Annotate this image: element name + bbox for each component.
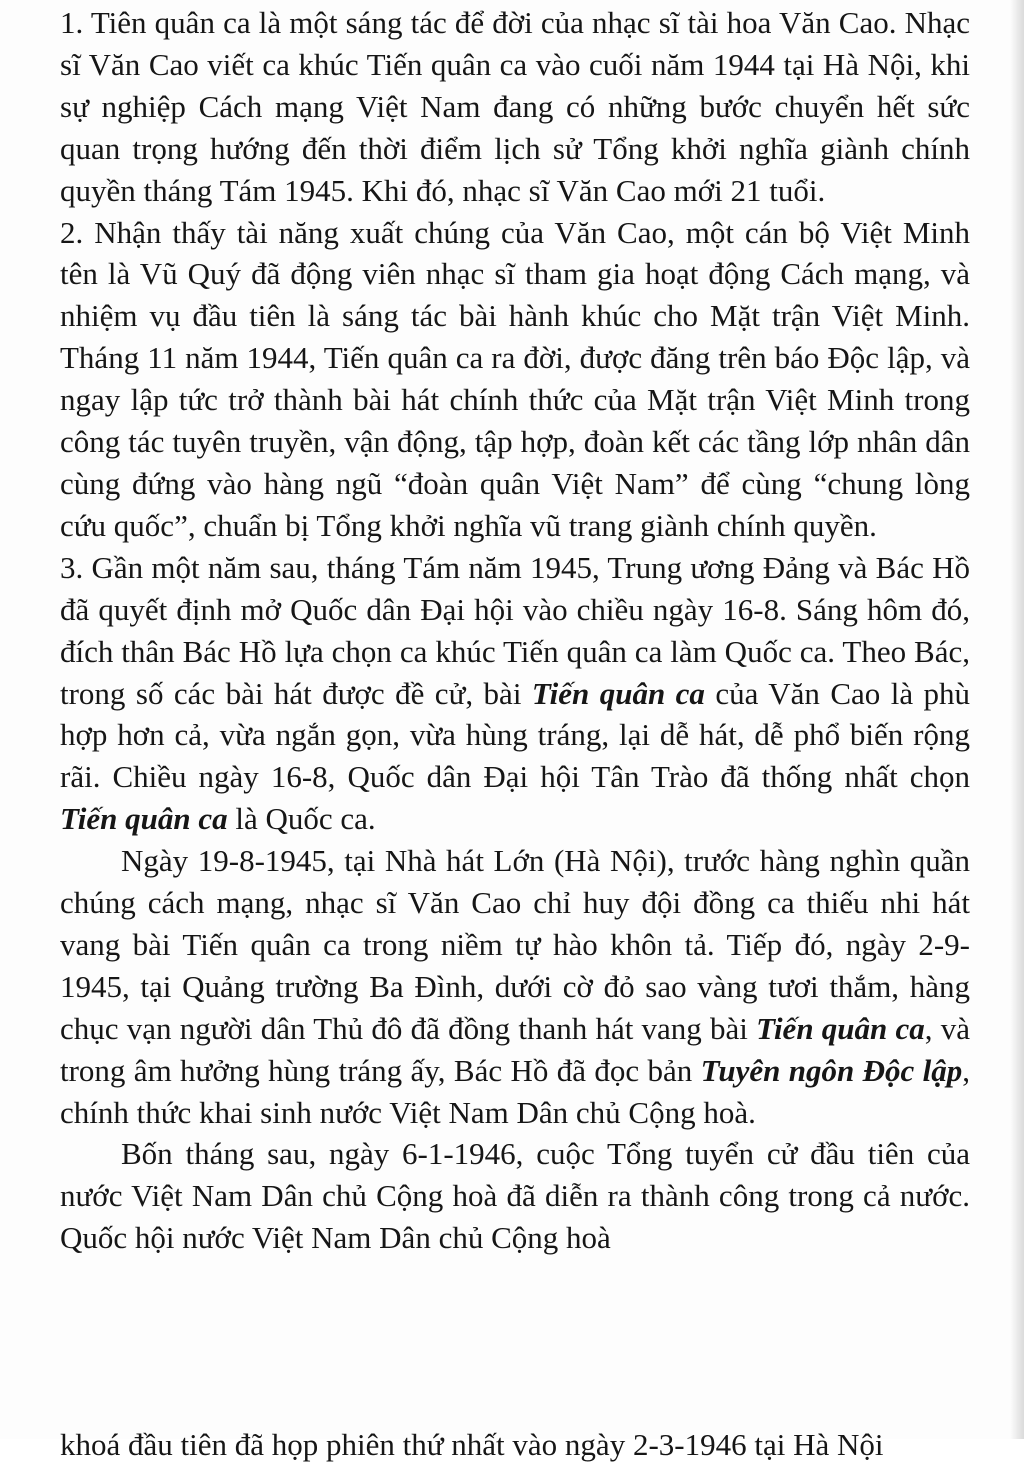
paragraph-3-text-a: 3. Gần một năm sau, tháng Tám năm 1945, Trung ương Đảng và Bác Hồ đã quyết định mở Quốc dân Đại hội vào chiều ngày 16-8. Sáng hôm đó, đích thân Bác Hồ lựa chọn ca khúc Tiến quân ca làm Quốc ca. Theo Bác, trong số các bài hát được đề cử, bài [60, 549, 970, 711]
paragraph-2: 2. Nhận thấy tài năng xuất chúng của Văn Cao, một cán bộ Việt Minh tên là Vũ Quý đã động viên nhạc sĩ tham gia hoạt động Cách mạng, và nhiệm vụ đầu tiên là sáng tác bài hành khúc cho Mặt trận Việt Minh. Tháng 11 năm 1944, Tiến quân ca ra đời, được đăng trên báo Độc lập, và ngay lập tức trở thành bài hát chính thức của Mặt trận Việt Minh trong công tác tuyên truyền, vận động, tập hợp, đoàn kết các tầng lớp nhân dân cùng đứng vào hàng ngũ “đoàn quân Việt Nam” để cùng “chung lòng cứu quốc”, chuẩn bị Tổng khởi nghĩa vũ trang giành chính quyền. [60, 214, 970, 543]
page-edge-shadow [1010, 0, 1024, 1439]
paragraph-3-text-e: là Quốc ca. [227, 801, 376, 837]
paragraph-4-text-a: Ngày 19-8-1945, tại Nhà hát Lớn (Hà Nội), trước hàng nghìn quần chúng cách mạng, nhạc sĩ Văn Cao chỉ huy đội đồng ca thiếu nhi hát vang bài Tiến quân ca trong niềm tự hào khôn tả. Tiếp đó, ngày 2-9-1945, tại Quảng trường Ba Đình, dưới cờ đỏ sao vàng tươi thắm, hàng chục vạn người dân Thủ đô đã đồng thanh hát vang bài [60, 843, 970, 1046]
paragraph-4-text-e: , chính thức khai sinh nước Việt Nam Dân chủ Cộng hoà. [60, 1052, 970, 1130]
paragraph-3-text-c: của Văn Cao là phù hợp hơn cả, vừa ngắn gọn, vừa hùng tráng, lại dễ hát, dễ phổ biến rộng rãi. Chiều ngày 16-8, Quốc dân Đại hội Tân Trào đã thống nhất chọn [60, 675, 971, 795]
song-title-emphasis: Tiến quân ca [756, 1010, 925, 1046]
song-title-emphasis: Tiến quân ca [60, 801, 228, 837]
paragraph-4 [60, 840, 970, 1133]
cutoff-line-text: khoá đầu tiên đã họp phiên thứ nhất vào ngày 2-3-1946 tại Hà Nội [60, 1427, 884, 1462]
paragraph-3 [60, 547, 970, 840]
paragraph-1: 1. Tiên quân ca là một sáng tác để đời của nhạc sĩ tài hoa Văn Cao. Nhạc sĩ Văn Cao viết ca khúc Tiến quân ca vào cuối năm 1944 tại Hà Nội, khi sự nghiệp Cách mạng Việt Nam đang có những bước chuyển hết sức quan trọng hướng đến thời điểm lịch sử Tổng khởi nghĩa giành chính quyền tháng Tám 1945. Khi đó, nhạc sĩ Văn Cao mới 21 tuổi. [60, 5, 970, 208]
paragraph-4-text-c: , và trong âm hưởng hùng tráng ấy, Bác Hồ đã đọc bản [60, 1010, 971, 1088]
paragraph-5: Bốn tháng sau, ngày 6-1-1946, cuộc Tổng tuyển cử đầu tiên của nước Việt Nam Dân chủ Cộng hoà đã diễn ra thành công trong cả nước. Quốc hội nước Việt Nam Dân chủ Cộng hoà [60, 1136, 970, 1256]
song-title-emphasis: Tiến quân ca [531, 675, 705, 711]
document-body [60, 2, 970, 1259]
cutoff-line [60, 1424, 970, 1462]
declaration-title-emphasis: Tuyên ngôn Độc lập [700, 1052, 963, 1088]
